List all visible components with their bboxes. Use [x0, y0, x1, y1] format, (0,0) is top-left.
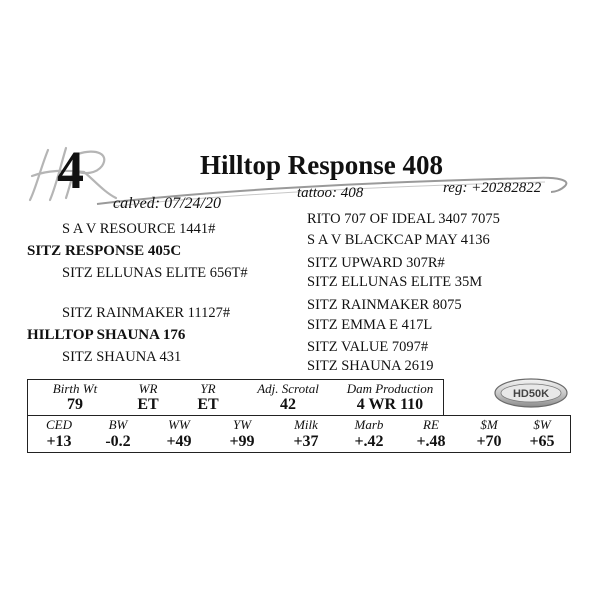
pedigree-sire-dam: SITZ ELLUNAS ELITE 656T#	[62, 265, 248, 281]
pedigree-right-line: S A V BLACKCAP MAY 4136	[307, 232, 490, 248]
epd-value: +70	[476, 433, 502, 450]
epd-header: Marb	[354, 417, 384, 432]
tattoo: tattoo: 408	[297, 185, 364, 201]
pedigree-right-line: SITZ EMMA E 417L	[307, 317, 433, 333]
epd-header: $M	[480, 417, 498, 432]
registration-number: reg: +20282822	[443, 180, 542, 196]
animal-name: Hilltop Response 408	[200, 150, 444, 180]
performance-header: Birth Wt	[52, 381, 98, 396]
performance-table	[27, 379, 444, 416]
epd-value: +65	[529, 433, 555, 450]
epd-header: CED	[46, 417, 72, 432]
epd-header: YW	[232, 417, 252, 432]
epd-header: Milk	[294, 417, 318, 432]
performance-header: Dam Production	[346, 381, 434, 396]
svg-text:HD50K: HD50K	[512, 388, 550, 400]
hd50k-badge-icon	[493, 377, 569, 409]
pedigree-right-line: RITO 707 OF IDEAL 3407 7075	[307, 211, 500, 227]
epd-value: +49	[166, 433, 192, 450]
pedigree-dam-sire: SITZ RAINMAKER 11127#	[62, 305, 231, 321]
epd-header: $W	[533, 417, 551, 432]
pedigree-right-line: SITZ ELLUNAS ELITE 35M	[307, 274, 483, 290]
epd-value: +13	[46, 433, 72, 450]
epd-table	[27, 415, 571, 453]
performance-value: 79	[67, 396, 83, 413]
performance-value: 42	[280, 396, 296, 413]
pedigree-right-line: SITZ UPWARD 307R#	[307, 255, 445, 271]
epd-header: BW	[108, 417, 128, 432]
performance-value: 4 WR 110	[356, 396, 424, 413]
epd-header: RE	[423, 417, 439, 432]
pedigree-sire: SITZ RESPONSE 405C	[27, 243, 182, 259]
epd-value: +37	[293, 433, 319, 450]
performance-value: ET	[197, 396, 219, 413]
pedigree-sire-sire: S A V RESOURCE 1441#	[62, 221, 216, 237]
performance-header: YR	[200, 381, 216, 396]
pedigree-right-line: SITZ RAINMAKER 8075	[307, 297, 462, 313]
pedigree-right-line: SITZ SHAUNA 2619	[307, 358, 434, 374]
pedigree-dam: HILLTOP SHAUNA 176	[27, 327, 186, 343]
performance-header: Adj. Scrotal	[257, 381, 319, 396]
epd-value: +.42	[354, 433, 384, 450]
epd-header: WW	[168, 417, 190, 432]
epd-value: +99	[229, 433, 255, 450]
performance-value: ET	[137, 396, 159, 413]
lot-number: 4	[57, 140, 84, 200]
epd-value: -0.2	[105, 433, 131, 450]
pedigree-dam-dam: SITZ SHAUNA 431	[62, 349, 182, 365]
calved-date: calved: 07/24/20	[113, 195, 221, 212]
pedigree-right-line: SITZ VALUE 7097#	[307, 339, 429, 355]
epd-value: +.48	[416, 433, 446, 450]
performance-header: WR	[138, 381, 158, 396]
